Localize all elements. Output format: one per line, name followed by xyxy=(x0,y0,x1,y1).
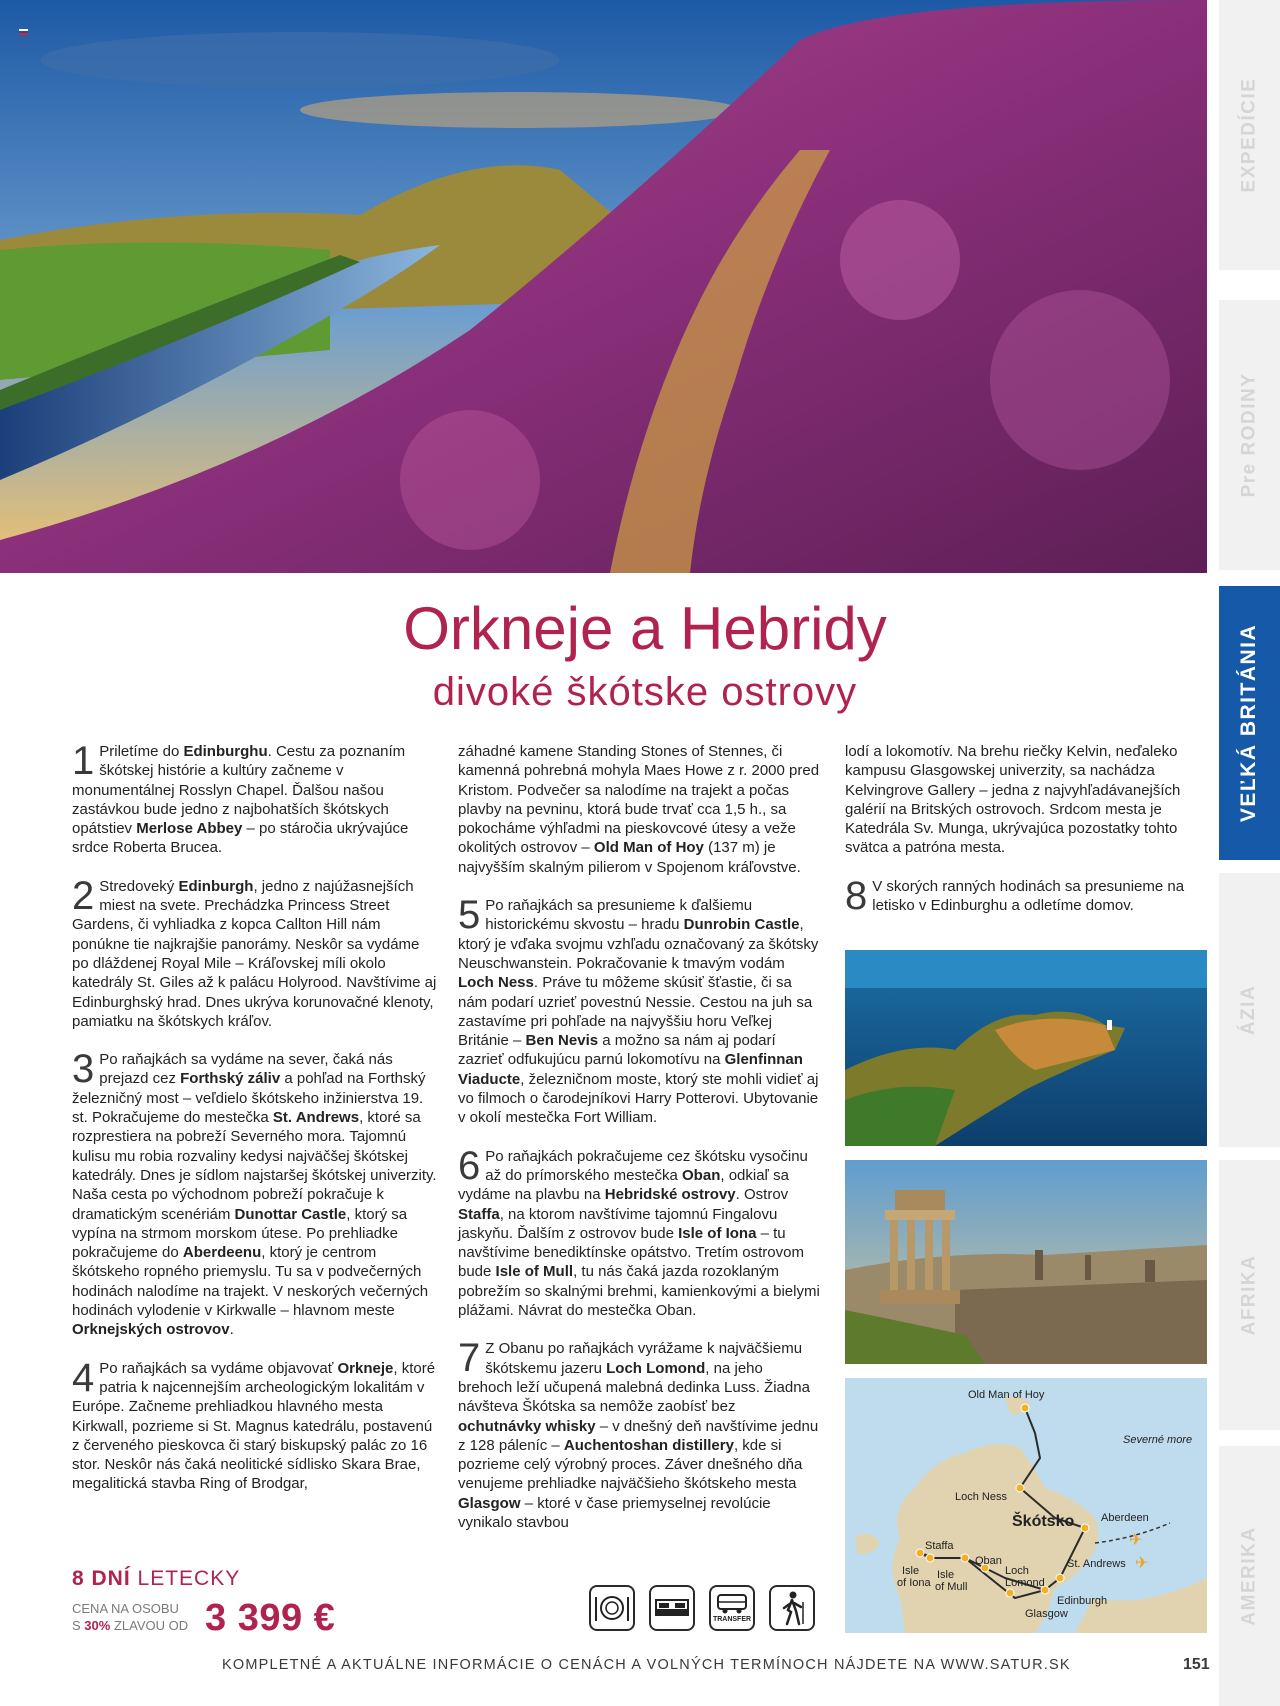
day-6 xyxy=(458,1143,820,1321)
map-label-glasgow: Glasgow xyxy=(1025,1608,1068,1620)
page-title: Orkneje a Hebridy xyxy=(403,595,887,662)
stop-glasgow xyxy=(1006,1589,1014,1597)
map-label-loch-ness: Loch Ness xyxy=(955,1491,1007,1503)
hiking-icon xyxy=(769,1585,815,1631)
tab-afrika[interactable]: AFRIKA xyxy=(1219,1160,1280,1430)
tab-azia[interactable]: ÁZIA xyxy=(1219,873,1280,1147)
map-label-staffa: Staffa xyxy=(925,1540,954,1552)
day-2 xyxy=(72,873,440,1031)
day-text: Po raňajkách sa vydáme objavovať Orkneje, ktoré patria k najcennejším archeologickým lokalitám v Európe. Začneme prehliadkou hlavného mesta Kirkwall, pozrieme si St. Magnus katedrálu, postavenú z červeného pieskovca či starý biskupský palác zo 16 stor. Neskôr nás čaká neolitické sídlisko Skara Brae, megalitická stavba Ring of Brodgar, xyxy=(72,1359,436,1493)
stop-aberdeen xyxy=(1081,1524,1089,1532)
stop-old-man-of-hoy xyxy=(1021,1404,1029,1412)
day-4-continued xyxy=(458,742,820,877)
airplane-icon: ✈ xyxy=(1129,1532,1143,1549)
day-number: 7 xyxy=(458,1336,481,1381)
day-text: Stredoveký Edinburgh, jedno z najúžasnejších miest na svete. Prechádzka Princess Street Gardens, či vyhliadka z kopca Callton Hill nám ponúkne tie najkrajšie panorámy. Neskôr sa vydáme po dláždenej Royal Mile – Kráľovskej míli okolo katedrály St. Giles až k palácu Holyrood. Navštívime aj Edinburghský hrad. Dnes ukrýva korunovačné klenoty, pamiatku na škótskych kráľov. xyxy=(72,877,437,1030)
isle-of-mull-shape xyxy=(855,1534,880,1554)
tab-amerika[interactable]: AMERIKA xyxy=(1219,1446,1280,1706)
flag-icon xyxy=(19,22,28,28)
footer-info[interactable]: KOMPLETNÉ A AKTUÁLNE INFORMÁCIE O CENÁCH A VOLNÝCH TERMÍNOCH NÁJDETE NA WWW.SATUR.SK xyxy=(222,1657,1071,1673)
price-label-line1: CENA NA OSOBU xyxy=(72,1601,179,1616)
day-5 xyxy=(458,893,820,1128)
feature-icons xyxy=(589,1585,815,1631)
day-number: 1 xyxy=(72,739,95,783)
map-label-aberdeen: Aberdeen xyxy=(1101,1512,1149,1524)
photo-edinburgh-calton-hill xyxy=(845,1160,1207,1364)
stop-iona xyxy=(916,1549,924,1557)
tab-pre-rodiny[interactable]: Pre RODINY xyxy=(1219,300,1280,570)
day-text: Po raňajkách sa vydáme na sever, čaká nás prejazd cez Forthský záliv a pohľad na Forthský železničný most – veľdielo škótskeho inžinierstva 19. st. Pokračujeme do mestečka St. Andrews, ktoré sa rozprestiera na pobreží Severného mora. Tajomnú kulisu mu robia rozvaliny kedysi najväčšej škótskej katedrály. Dnes je sídlom najstaršej škótskej univerzity. Naša cesta po východnom pobreží pokračuje k dramatickým scenériám Dunottar Castle, ktorý sa vypína na strmom morskom útese. Po prehliadke pokračujeme do Aberdeenu, ktorý je centrom škótskeho ropného priemyslu. Tu sa v podvečerných hodinách nalodíme na trajekt. V neskorých večerných hodinách vylodenie v Kirkwalle – hlavnom meste Orknejských ostrovov. xyxy=(72,1051,437,1339)
hero-photo-heather-hills xyxy=(0,0,1207,573)
day-3 xyxy=(72,1047,440,1339)
text-column-2 xyxy=(458,742,820,1551)
transfer-bus-icon xyxy=(709,1585,755,1631)
day-number: 8 xyxy=(845,873,868,918)
map-label-isle-of-mull-1: Isle xyxy=(937,1569,955,1581)
stop-st-andrews xyxy=(1056,1574,1064,1582)
tab-velka-britania[interactable]: VEĽKÁ BRITÁNIA xyxy=(1219,586,1280,860)
map-label-st-andrews: St. Andrews xyxy=(1067,1558,1126,1570)
photo-coastal-cliff xyxy=(845,950,1207,1146)
day-text: Po raňajkách sa presunieme k ďalšiemu historickému skvostu – hradu Dunrobin Castle, ktorý je vďaka svojmu vzhľadu označovaný za škótsky Neuschwanstein. Pokračovanie k tmavým vodám Loch Ness. Práve tu môžeme skúsiť šťastie, či sa nám podarí uzrieť povestnú Nessie. Cestou na juh sa zastavíme pri pohľade na najvyššiu horu Veľkej Británie – Ben Nevis a možno sa nám aj podarí zazrieť odfukujúcu parnú lokomotívu na Glenfinnan Viaducte, železničnom moste, ktorý ste mohli vidieť aj vo filmoch o čarodejníkovi Harry Potterovi. Ubytovanie v okolí mestečka Fort William. xyxy=(458,897,819,1127)
day-number: 4 xyxy=(72,1355,95,1400)
meals-icon xyxy=(589,1585,635,1631)
transfer-label: TRANSFER xyxy=(712,1616,752,1623)
day-text: Priletíme do Edinburghu. Cestu za poznaním škótskej histórie a kultúry začneme v monumentálnej Rosslyn Chapel. Ďalšou našou zastávkou bude jedno z najbohatších škótskych opátstiev Merlose Abbey – po stáročia ukrývajúce srdce Roberta Brucea. xyxy=(72,743,409,857)
map-label-old-man-of-hoy: Old Man of Hoy xyxy=(968,1389,1045,1401)
day-text: V skorých ranných hodinách sa presunieme na letisko v Edinburghu a odletíme domov. xyxy=(872,877,1185,915)
map-label-isle-of-iona-1: Isle xyxy=(902,1565,920,1577)
map-label-isle-of-iona-2: of Iona xyxy=(897,1577,931,1589)
day-number: 2 xyxy=(72,873,95,918)
text-column-3 xyxy=(845,742,1207,934)
page-subtitle: divoké škótske ostrovy xyxy=(432,670,858,714)
tab-expedicie[interactable]: EXPEDÍCIE xyxy=(1219,0,1280,270)
day-number: 3 xyxy=(72,1047,95,1092)
map-label-isle-of-mull-2: of Mull xyxy=(935,1581,968,1593)
price-label xyxy=(72,1600,188,1634)
text-column-1 xyxy=(72,739,440,1513)
page-number: 151 xyxy=(1183,1656,1210,1673)
map-label-loch-lomond-1: Loch xyxy=(1005,1565,1029,1577)
map-label-loch-lomond-2: Lomond xyxy=(1005,1577,1045,1589)
side-tabs xyxy=(1219,0,1280,1706)
day-text: lodí a lokomotív. Na brehu riečky Kelvin, neďaleko kampusu Glasgowskej univerzity, sa nachádza Kelvingrove Gallery – jedna z najvyhľadávanejších galérií na Britských ostrovoch. Srdcom mesta je Katedrála Sv. Munga, ukrývajúca pozostatky tohto svätca a patróna mesta. xyxy=(845,743,1181,857)
day-1 xyxy=(72,739,440,858)
day-text: záhadné kamene Standing Stones of Stennes, či kamenná pohrebná mohyla Maes Howe z r. 2000 pred Kristom. Podvečer sa nalodíme na trajekt a počas plavby na pevninu, ktorá bude trvať cca 1,5 h., sa pokocháme výhľadmi na pieskovcové útesy a veže okolitých ostrovov – Old Man of Hoy (137 m) je najvyšším skalným pilierom v Spojenom kráľovstve. xyxy=(458,743,820,876)
price-label-line2: S 30% ZLAVOU OD xyxy=(72,1618,189,1633)
stop-staffa xyxy=(926,1554,934,1562)
day-number: 5 xyxy=(458,893,481,938)
day-text: Po raňajkách pokračujeme cez škótsku vysočinu až do prímorského mestečka Oban, odkiaľ sa vydáme na plavbu na Hebridské ostrovy. Ostrov Staffa, na ktorom navštívime tajomnú Fingalovu jaskyňu. Ďalším z ostrovov bude Isle of Iona – tu navštívime benediktínske opátstvo. Tretím ostrovom bude Isle of Mull, tu nás čaká jazda rozoklaným pobrežím so skalnými brehmi, kamienkovými a bielymi plážami. Návrat do mestečka Oban. xyxy=(458,1147,820,1320)
map-label-oban: Oban xyxy=(975,1555,1002,1567)
days-count: 8 DNÍ xyxy=(72,1567,131,1590)
airplane-icon: ✈ xyxy=(1135,1555,1149,1572)
stop-oban xyxy=(961,1554,969,1562)
route-map xyxy=(845,1378,1207,1633)
day-text: Z Obanu po raňajkách vyrážame k najväčšiemu škótskemu jazeru Loch Lomond, na jeho brehoch leží učupená malebná dedinka Luss. Žiadna návšteva Škótska sa nemôže zaobísť bez ochutnávky whisky – v dnešný deň navštívime jednu z 128 páleníc – Auchentoshan distillery, kde si pozrieme celý výrobný proces. Záver dnešného dňa venujeme prehliadke najväčšieho škótskeho mesta Glasgow – ktoré v čase priemyselnej revolúcie vynikalo stavbou xyxy=(458,1340,819,1531)
transport-type: LETECKY xyxy=(137,1567,241,1590)
stop-loch-ness xyxy=(1016,1484,1024,1492)
map-label-sea: Severné more xyxy=(1123,1434,1193,1446)
discount-percent: 30% xyxy=(84,1618,111,1633)
day-7 xyxy=(458,1336,820,1532)
day-number: 6 xyxy=(458,1143,481,1188)
trip-duration xyxy=(72,1567,240,1591)
day-4 xyxy=(72,1355,440,1494)
price-value: 3 399 € xyxy=(205,1597,336,1639)
day-8 xyxy=(845,873,1207,918)
bed-icon xyxy=(649,1585,695,1631)
map-label-edinburgh: Edinburgh xyxy=(1057,1595,1108,1607)
map-title: Škótsko xyxy=(1012,1513,1075,1530)
day-7-continued xyxy=(845,742,1207,858)
